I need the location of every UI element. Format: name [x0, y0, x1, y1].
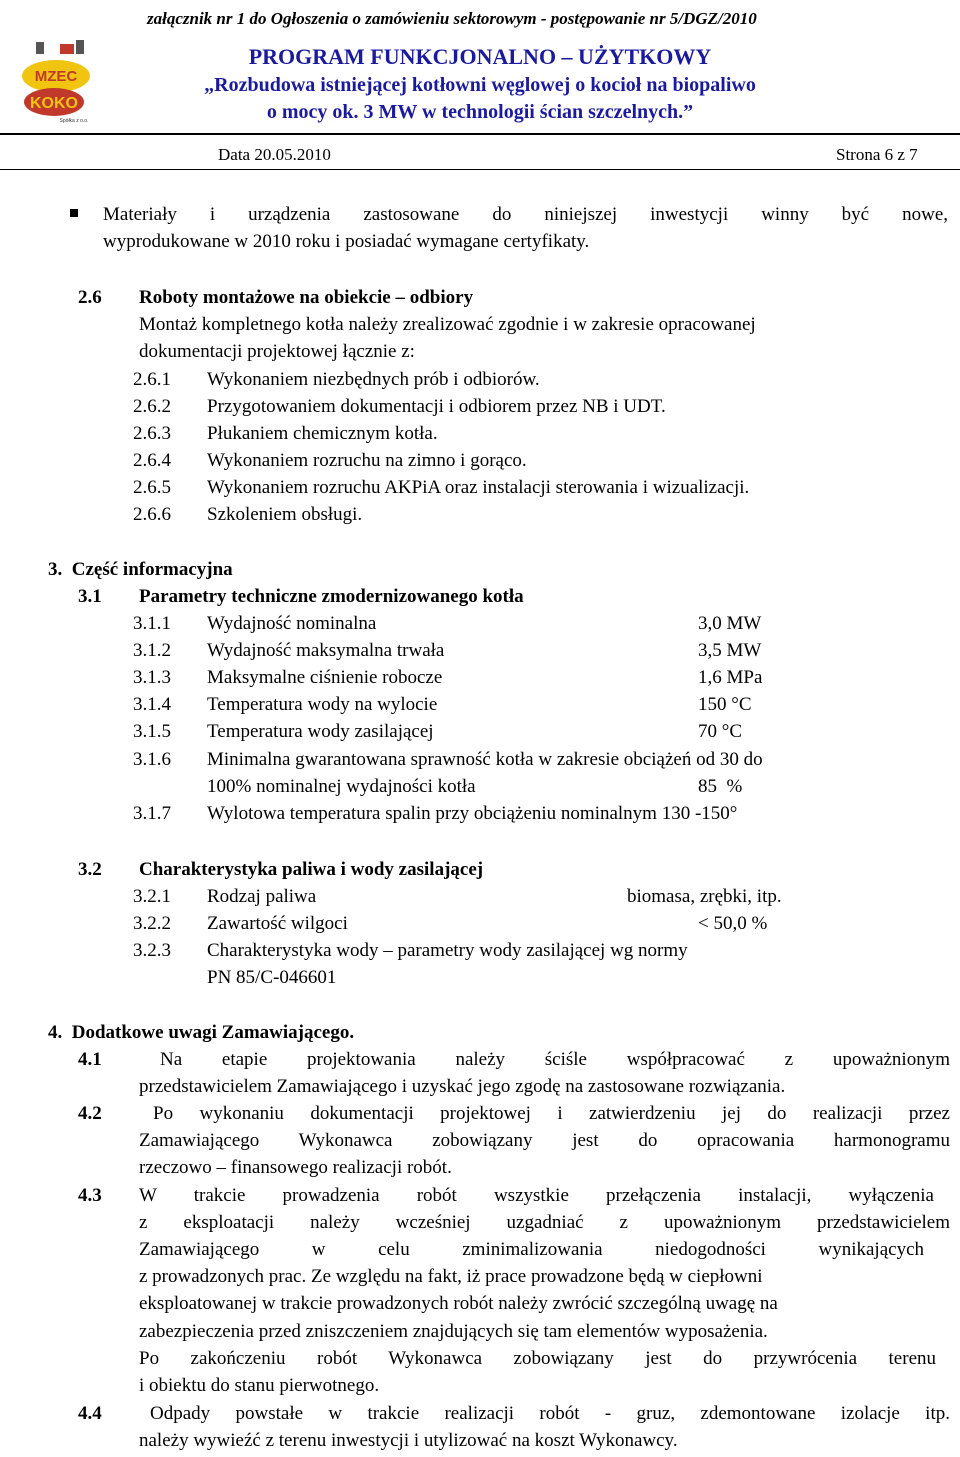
para-line: z eksploatacji należy wcześniej uzgadniać z upoważnionym przedstawicielem	[139, 1212, 950, 1233]
param-num: 3.2.2	[133, 913, 171, 934]
param-label: Wylotowa temperatura spalin przy obciążeniu nominalnym 130 -150°	[207, 803, 738, 824]
param-num: 3.1.2	[133, 640, 171, 661]
program-title: PROGRAM FUNKCJONALNO – UŻYTKOWY	[248, 44, 712, 69]
section-3-2-title: Charakterystyka paliwa i wody zasilającej	[139, 859, 484, 880]
param-label: Maksymalne ciśnienie robocze	[207, 667, 443, 688]
header-annex-line: załącznik nr 1 do Ogłoszenia o zamówieniu sektorowym - postępowanie nr 5/DGZ/2010	[147, 9, 757, 28]
para-line: W trakcie prowadzenia robót wszystkie przełączenia instalacji, wyłączenia	[139, 1185, 934, 1206]
para-line: należy wywieźć z terenu inwestycji i utylizować na koszt Wykonawcy.	[139, 1430, 678, 1451]
section-3-1-num: 3.1	[78, 586, 102, 607]
para-line: Odpady powstałe w trakcie realizacji robót - gruz, zdemontowane izolacje itp.	[150, 1403, 950, 1424]
project-subtitle-1: „Rozbudowa istniejącej kotłowni węglowej o kocioł na biopaliwo	[204, 74, 756, 96]
section-2-6-text-1: Montaż kompletnego kotła należy zrealizować zgodnie i w zakresie opracowanej	[139, 314, 756, 335]
param-num: 3.1.3	[133, 667, 171, 688]
para-num: 4.2	[78, 1103, 102, 1124]
list-item-num: 2.6.5	[133, 477, 171, 498]
param-num: 3.2.1	[133, 886, 171, 907]
param-num: 3.1.1	[133, 613, 171, 634]
param-value: 3,5 MW	[698, 640, 762, 661]
param-value: 85 %	[698, 776, 743, 797]
list-item-text: Przygotowaniem dokumentacji i odbiorem przez NB i UDT.	[207, 396, 666, 417]
param-label: Temperatura wody zasilającej	[207, 721, 434, 742]
list-item-num: 2.6.4	[133, 450, 171, 471]
document-date: Data 20.05.2010	[218, 145, 331, 164]
intro-line-1: Materiały i urządzenia zastosowane do niniejszej inwestycji winny być nowe,	[103, 204, 948, 225]
header-rule	[0, 133, 960, 135]
section-2-6-text-2: dokumentacji projektowej łącznie z:	[139, 341, 415, 362]
list-item-num: 2.6.2	[133, 396, 171, 417]
page-number: Strona 6 z 7	[836, 145, 918, 164]
para-line: eksploatowanej w trakcie prowadzonych robót należy zwrócić szczególną uwagę na	[139, 1293, 778, 1314]
para-line: Zamawiającego w celu zminimalizowania niedogodności wynikających	[139, 1239, 924, 1260]
para-line: Po wykonaniu dokumentacji projektowej i zatwierdzeniu jej do realizacji przez	[153, 1103, 950, 1124]
para-num: 4.3	[78, 1185, 102, 1206]
para-line: przedstawicielem Zamawiającego i uzyskać jego zgodę na zastosowane rozwiązania.	[139, 1076, 786, 1097]
para-line: Na etapie projektowania należy ściśle współpracować z upoważnionym	[160, 1049, 950, 1070]
param-num: 3.1.5	[133, 721, 171, 742]
intro-line-2: wyprodukowane w 2010 roku i posiadać wymagane certyfikaty.	[103, 231, 590, 252]
section-2-6-title: Roboty montażowe na obiekcie – odbiory	[139, 287, 474, 308]
section-2-6-num: 2.6	[78, 287, 102, 308]
param-value: 1,6 MPa	[698, 667, 763, 688]
section-3-1-title: Parametry techniczne zmodernizowanego kotła	[139, 586, 524, 607]
list-item-num: 2.6.1	[133, 369, 171, 390]
section-4-title: 4. Dodatkowe uwagi Zamawiającego.	[48, 1022, 355, 1043]
param-value: biomasa, zrębki, itp.	[627, 886, 782, 907]
logo-text-small: Spółka z o.o.	[59, 118, 89, 124]
project-subtitle-2: o mocy ok. 3 MW w technologii ścian szczelnych.”	[266, 101, 694, 123]
param-label: Charakterystyka wody – parametry wody zasilającej wg normy	[207, 940, 688, 961]
param-value: 150 °C	[698, 694, 752, 715]
param-num: 3.1.6	[133, 749, 171, 770]
param-value: 3,0 MW	[698, 613, 762, 634]
para-line: i obiektu do stanu pierwotnego.	[139, 1375, 380, 1396]
para-line: Po zakończeniu robót Wykonawca zobowiązany jest do przywrócenia terenu	[139, 1348, 936, 1369]
para-line: Zamawiającego Wykonawca zobowiązany jest do opracowania harmonogramu	[139, 1130, 950, 1151]
param-num: 3.2.3	[133, 940, 171, 961]
logo-text-top: MZEC	[34, 68, 78, 85]
para-num: 4.4	[78, 1403, 102, 1424]
list-item-text: Wykonaniem niezbędnych prób i odbiorów.	[207, 369, 540, 390]
param-num: 3.1.7	[133, 803, 171, 824]
list-item-text: Płukaniem chemicznym kotła.	[207, 423, 438, 444]
param-label-cont: PN 85/C-046601	[207, 967, 337, 988]
list-item-num: 2.6.6	[133, 504, 171, 525]
para-num: 4.1	[78, 1049, 102, 1070]
param-value: < 50,0 %	[698, 913, 768, 934]
header-rule-bottom	[0, 169, 960, 170]
list-item-text: Szkoleniem obsługi.	[207, 504, 363, 525]
param-value: 70 °C	[698, 721, 743, 742]
param-label: Wydajność nominalna	[207, 613, 377, 634]
param-label: Minimalna gwarantowana sprawność kotła w zakresie obciążeń od 30 do	[207, 749, 763, 770]
square-bullet-icon	[70, 209, 78, 217]
param-label: Wydajność maksymalna trwała	[207, 640, 445, 661]
para-line: rzeczowo – finansowego realizacji robót.	[139, 1157, 452, 1178]
para-line: zabezpieczenia przed zniszczeniem znajdujących się tam elementów wyposażenia.	[139, 1321, 768, 1342]
section-3-2-num: 3.2	[78, 859, 102, 880]
para-line: z prowadzonych prac. Ze względu na fakt, iż prace prowadzone będą w ciepłowni	[139, 1266, 763, 1287]
section-3-title: 3. Część informacyjna	[48, 559, 233, 580]
param-label-cont: 100% nominalnej wydajności kotła	[207, 776, 476, 797]
list-item-text: Wykonaniem rozruchu na zimno i gorąco.	[207, 450, 527, 471]
param-label: Zawartość wilgoci	[207, 913, 348, 934]
list-item-num: 2.6.3	[133, 423, 171, 444]
param-label: Temperatura wody na wylocie	[207, 694, 438, 715]
param-label: Rodzaj paliwa	[207, 886, 317, 907]
list-item-text: Wykonaniem rozruchu AKPiA oraz instalacji sterowania i wizualizacji.	[207, 477, 750, 498]
param-num: 3.1.4	[133, 694, 171, 715]
logo-text-bottom: KOKO	[30, 95, 78, 112]
